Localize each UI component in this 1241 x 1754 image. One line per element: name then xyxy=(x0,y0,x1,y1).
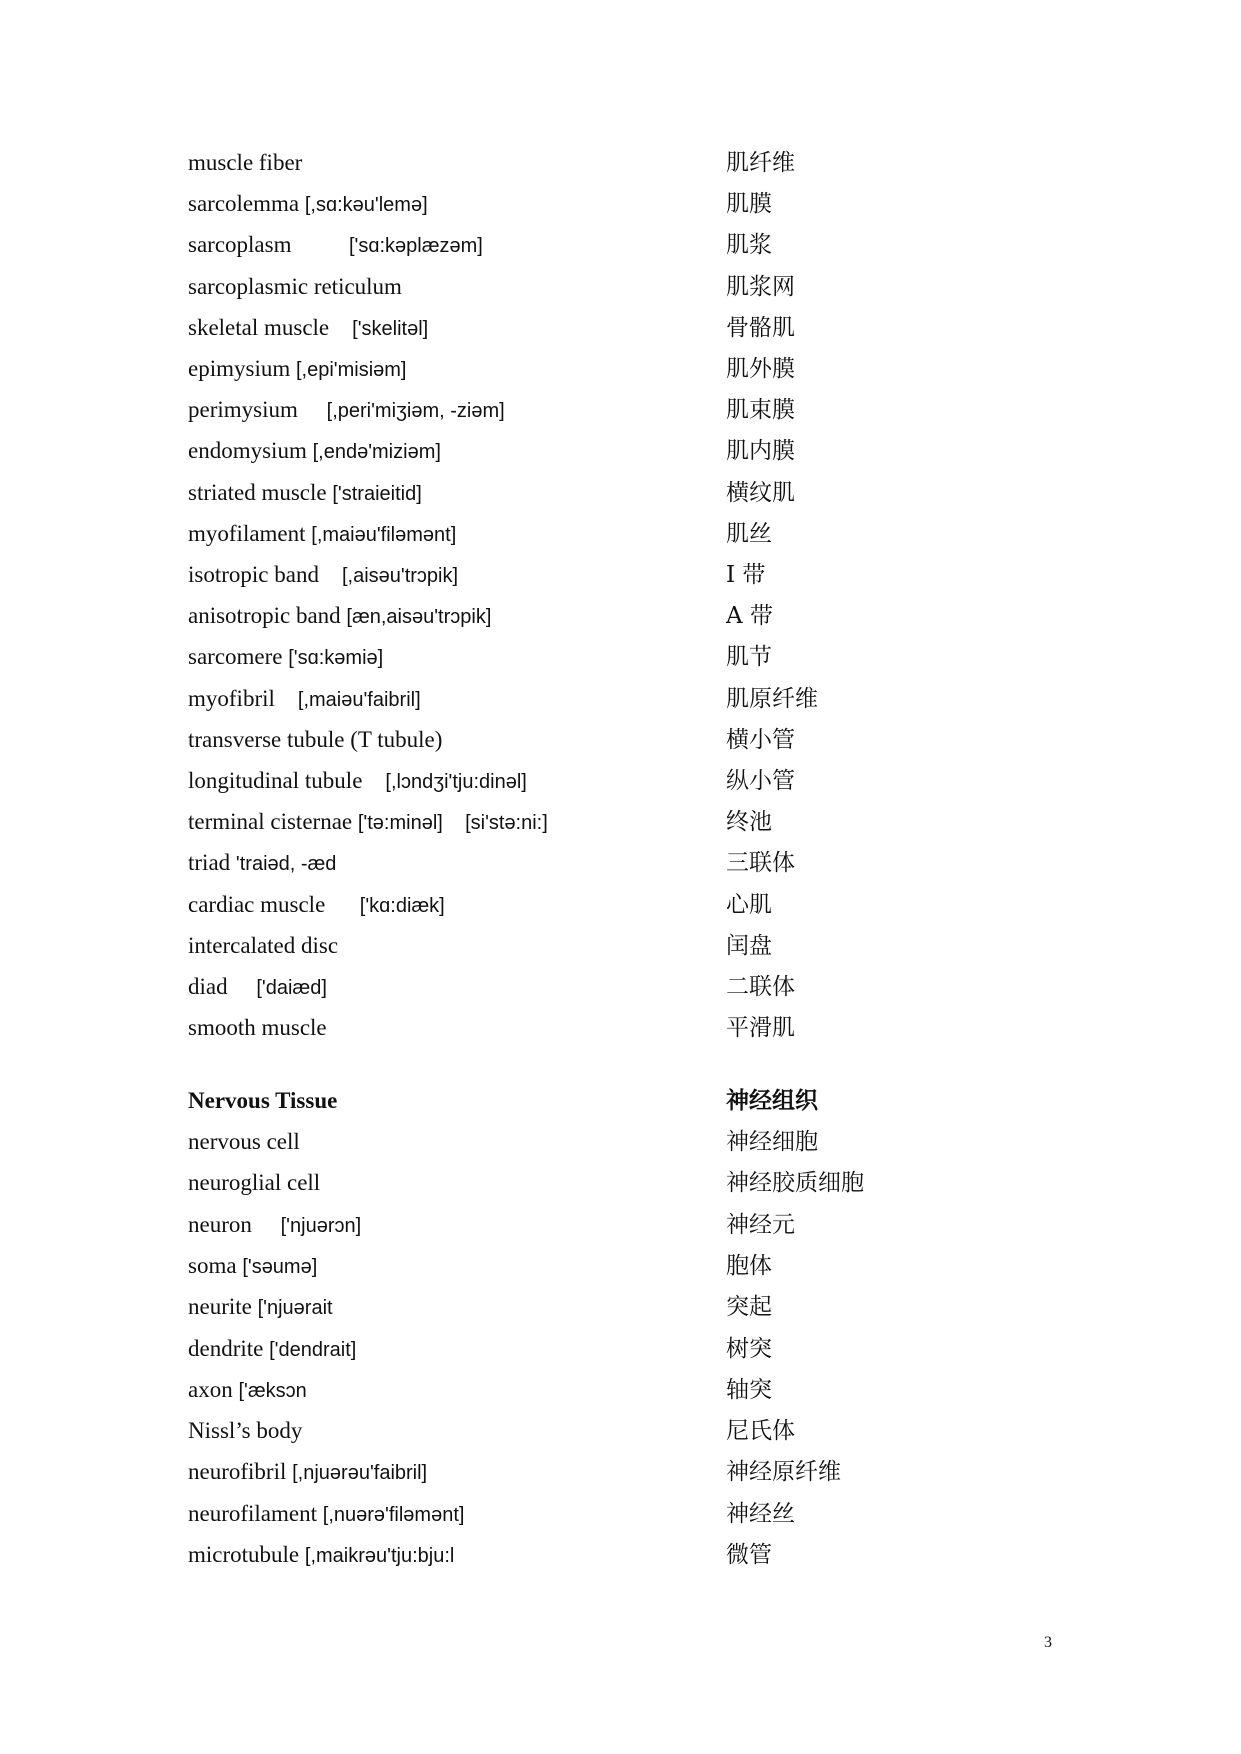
term-english xyxy=(188,309,428,348)
section-heading-chinese: 神经组织 xyxy=(726,1087,818,1114)
term-chinese: 骨骼肌 xyxy=(726,314,795,341)
term-word: Nissl’s body xyxy=(188,1418,303,1444)
glossary-row xyxy=(188,927,988,965)
term-phonetic: ['æksɔn xyxy=(238,1379,307,1402)
term-chinese: 肌浆 xyxy=(726,232,772,259)
glossary-row xyxy=(188,144,988,182)
term-word: sarcoplasmic reticulum xyxy=(188,273,402,299)
term-phonetic: [æn,aisəu'trɔpik] xyxy=(346,606,492,629)
term-word: myofilament xyxy=(188,520,312,546)
term-chinese: 横纹肌 xyxy=(726,479,795,506)
glossary-row xyxy=(188,968,988,1006)
term-english xyxy=(188,226,483,265)
term-phonetic: ['dendrait] xyxy=(269,1338,357,1361)
term-phonetic: 'traiəd, -æd xyxy=(235,853,337,876)
term-chinese: 胞体 xyxy=(726,1252,772,1279)
term-phonetic: [,sɑ:kəu'lemə] xyxy=(304,194,428,217)
term-english xyxy=(188,515,456,554)
glossary-row xyxy=(188,762,988,800)
term-english xyxy=(188,185,428,224)
term-phonetic: [,njuərəu'faibril] xyxy=(292,1462,428,1485)
term-chinese: 平滑肌 xyxy=(726,1015,795,1042)
term-english xyxy=(188,680,421,719)
term-english xyxy=(188,474,422,513)
term-english xyxy=(188,1288,333,1327)
term-word: myofibril xyxy=(188,685,298,711)
glossary-row xyxy=(188,556,988,594)
term-phonetic: [,peri'miʒiəm, -ziəm] xyxy=(326,400,505,423)
term-english xyxy=(188,268,402,306)
term-word: anisotropic band xyxy=(188,603,347,629)
glossary-row xyxy=(188,680,988,718)
term-english xyxy=(188,1536,454,1575)
term-chinese: 神经丝 xyxy=(726,1500,795,1527)
term-word: epimysium xyxy=(188,356,296,381)
term-english xyxy=(188,721,442,759)
term-chinese: 神经元 xyxy=(726,1211,795,1238)
term-english xyxy=(188,1371,307,1410)
glossary-row xyxy=(188,1412,988,1450)
term-chinese: I 带 xyxy=(726,562,766,588)
term-word: nervous cell xyxy=(188,1129,300,1154)
glossary-row xyxy=(188,391,988,429)
term-phonetic: ['njuərɔn] xyxy=(280,1214,362,1237)
term-chinese: 肌原纤维 xyxy=(726,685,818,712)
term-phonetic: ['səumə] xyxy=(242,1255,318,1278)
term-phonetic: ['sɑ:kəplæzəm] xyxy=(348,235,483,258)
term-phonetic: ['sɑ:kəmiə] xyxy=(288,647,384,670)
term-english xyxy=(188,762,527,801)
term-chinese: 肌外膜 xyxy=(726,356,795,382)
term-word: neuron xyxy=(188,1211,281,1237)
glossary-row xyxy=(188,1164,988,1202)
term-chinese: 轴突 xyxy=(726,1376,772,1403)
term-chinese: 微管 xyxy=(726,1542,772,1568)
term-phonetic: ['kɑ:diæk] xyxy=(359,894,445,917)
term-word: isotropic band xyxy=(188,562,342,587)
term-english xyxy=(188,1247,317,1286)
term-english xyxy=(188,886,445,925)
glossary-row xyxy=(188,185,988,223)
glossary-row xyxy=(188,597,988,635)
section-heading xyxy=(188,1082,988,1120)
glossary-row xyxy=(188,350,988,388)
term-chinese: 肌束膜 xyxy=(726,397,795,424)
term-phonetic: ['njuərait xyxy=(257,1297,333,1320)
glossary-row xyxy=(188,1288,988,1326)
page-number: 3 xyxy=(1044,1634,1052,1651)
term-phonetic: [,endə'miziəm] xyxy=(312,441,441,464)
term-chinese: 二联体 xyxy=(726,974,795,1000)
term-word: sarcolemma xyxy=(188,191,305,217)
term-chinese: 树突 xyxy=(726,1335,772,1362)
term-english xyxy=(188,350,407,389)
term-word: triad xyxy=(188,850,236,876)
term-english xyxy=(188,1009,327,1047)
glossary-row xyxy=(188,226,988,264)
term-word: transverse tubule (T tubule) xyxy=(188,726,443,752)
glossary-row xyxy=(188,1009,988,1047)
glossary-row xyxy=(188,886,988,924)
glossary-row xyxy=(188,432,988,470)
term-english xyxy=(188,391,505,430)
term-word: longitudinal tubule xyxy=(188,768,386,793)
term-phonetic: ['skelitəl] xyxy=(352,317,429,340)
term-chinese: 三联体 xyxy=(726,850,795,877)
term-phonetic: [,maiəu'faibril] xyxy=(297,688,421,711)
term-phonetic: ['tə:minəl] [si'stə:ni:] xyxy=(357,812,548,835)
term-word: neurofibril xyxy=(188,1459,293,1485)
term-phonetic: [,epi'misiəm] xyxy=(295,359,407,381)
term-word: smooth muscle xyxy=(188,1015,327,1041)
term-english xyxy=(188,1123,300,1161)
term-english xyxy=(188,803,548,842)
term-phonetic: [,lɔndʒi'tju:dinəl] xyxy=(385,771,527,793)
term-word: sarcomere xyxy=(188,644,289,670)
glossary-row xyxy=(188,1371,988,1409)
term-english xyxy=(188,432,441,471)
term-chinese: A 带 xyxy=(726,603,773,630)
term-english xyxy=(188,144,302,182)
term-word: dendrite xyxy=(188,1335,270,1361)
glossary-row xyxy=(188,1247,988,1285)
term-word: soma xyxy=(188,1252,243,1278)
term-english xyxy=(188,1206,361,1245)
term-english xyxy=(188,927,338,965)
term-phonetic: [,maikrəu'tju:bju:l xyxy=(304,1545,455,1567)
glossary-row xyxy=(188,1123,988,1161)
term-chinese: 肌膜 xyxy=(726,191,772,218)
section-heading-english: Nervous Tissue xyxy=(188,1088,338,1113)
term-word: neurofilament xyxy=(188,1500,323,1526)
term-word: muscle fiber xyxy=(188,150,303,175)
term-chinese: 肌丝 xyxy=(726,520,772,547)
term-phonetic: [,aisəu'trɔpik] xyxy=(341,565,459,587)
term-chinese: 心肌 xyxy=(726,891,772,918)
term-phonetic: [,nuərə'filəmənt] xyxy=(322,1503,465,1526)
term-chinese: 神经胶质细胞 xyxy=(726,1170,864,1197)
glossary-row xyxy=(188,1206,988,1244)
term-english xyxy=(188,968,327,1007)
glossary-row xyxy=(188,1330,988,1368)
term-chinese: 纵小管 xyxy=(726,768,795,794)
term-english xyxy=(188,1453,427,1492)
term-word: neurite xyxy=(188,1294,258,1320)
term-word: neuroglial cell xyxy=(188,1170,321,1196)
glossary-row xyxy=(188,844,988,882)
glossary-row xyxy=(188,721,988,759)
term-word: microtubule xyxy=(188,1542,305,1567)
term-chinese: 肌浆网 xyxy=(726,273,795,300)
term-word: striated muscle xyxy=(188,479,333,505)
term-word: diad xyxy=(188,974,257,999)
term-chinese: 神经细胞 xyxy=(726,1129,818,1155)
glossary-row xyxy=(188,474,988,512)
glossary-row xyxy=(188,268,988,306)
glossary-row xyxy=(188,309,988,347)
term-chinese: 突起 xyxy=(726,1294,772,1321)
glossary-row xyxy=(188,1453,988,1491)
term-english xyxy=(188,1412,302,1450)
term-chinese: 闰盘 xyxy=(726,932,772,959)
term-word: cardiac muscle xyxy=(188,891,360,917)
term-phonetic: [,maiəu'filəmənt] xyxy=(311,523,457,546)
term-chinese: 终池 xyxy=(726,809,772,836)
term-english xyxy=(188,1164,320,1202)
term-english xyxy=(188,1330,356,1369)
term-word: perimysium xyxy=(188,397,327,423)
term-word: sarcoplasm xyxy=(188,232,349,258)
glossary-row xyxy=(188,515,988,553)
term-chinese: 肌内膜 xyxy=(726,438,795,465)
term-chinese: 肌节 xyxy=(726,644,772,671)
glossary-row xyxy=(188,1495,988,1533)
glossary-row xyxy=(188,1536,988,1574)
term-word: skeletal muscle xyxy=(188,314,353,340)
glossary-row xyxy=(188,803,988,841)
term-word: endomysium xyxy=(188,438,313,464)
term-word: terminal cisternae xyxy=(188,809,358,835)
term-english xyxy=(188,844,336,883)
term-word: axon xyxy=(188,1376,239,1402)
term-english xyxy=(188,1495,464,1534)
term-english xyxy=(188,556,458,595)
term-word: intercalated disc xyxy=(188,932,339,958)
term-english xyxy=(188,638,383,677)
term-chinese: 肌纤维 xyxy=(726,150,795,176)
term-chinese: 横小管 xyxy=(726,726,795,753)
term-english xyxy=(188,597,491,636)
glossary-row xyxy=(188,638,988,676)
term-chinese: 尼氏体 xyxy=(726,1418,795,1445)
term-chinese: 神经原纤维 xyxy=(726,1459,841,1486)
term-phonetic: ['straieitid] xyxy=(332,482,422,505)
term-phonetic: ['daiæd] xyxy=(256,977,327,999)
